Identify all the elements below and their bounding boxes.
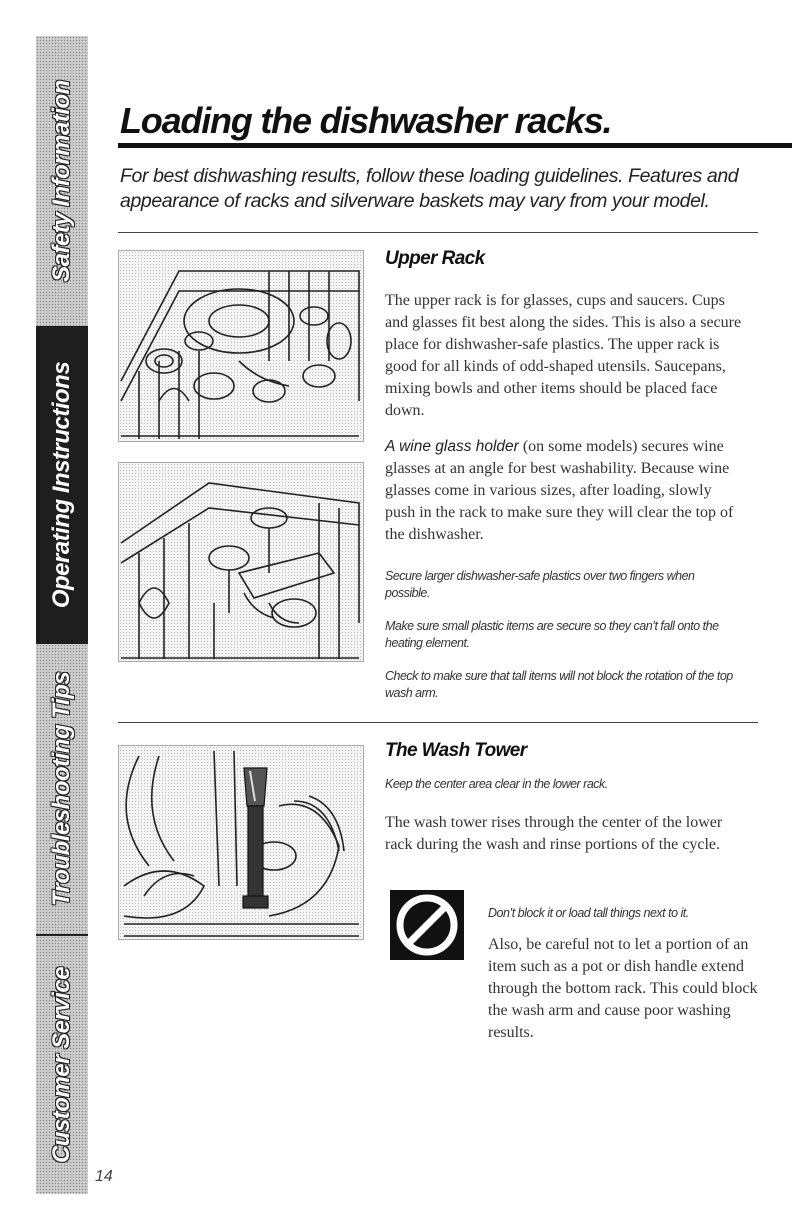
loading-note: Make sure small plastic items are secure so they can’t fall onto the heating element. — [385, 619, 719, 650]
wine-glass-holder-illustration — [118, 462, 364, 662]
loading-note: Check to make sure that tall items will not block the rotation of the top wash arm. — [385, 669, 733, 700]
tab-safety-information[interactable] — [36, 36, 88, 326]
tab-customer-service[interactable] — [36, 936, 88, 1194]
tab-label: Customer Service — [48, 966, 75, 1164]
upper-rack-drawing — [119, 251, 363, 441]
intro-text: For best dishwashing results, follow these loading guidelines. Features and appearance of racks and silverware baskets may vary from your model. — [120, 165, 739, 212]
wash-tower-illustration — [118, 745, 364, 940]
section-tab-bar — [36, 36, 88, 1194]
loading-note: Secure larger dishwasher-safe plastics over two fingers when possible. — [385, 569, 695, 600]
caution-paragraph: Also, be careful not to let a portion of an item such as a pot or dish handle extend through the bottom rack. This could block the wash arm and cause poor washing results. — [488, 936, 758, 1041]
page-title: Loading the dishwasher racks. — [120, 100, 612, 141]
tab-operating-instructions[interactable] — [36, 326, 88, 644]
tab-label: Troubleshooting Tips — [48, 671, 76, 907]
wine-glass-paragraph — [385, 436, 745, 546]
tab-troubleshooting-tips[interactable] — [36, 644, 88, 934]
wash-tower-paragraph: The wash tower rises through the center of the lower rack during the wash and rinse portions of the cycle. — [385, 814, 723, 853]
upper-rack-illustration — [118, 250, 364, 442]
wine-glass-description: (on some models) secures wine glasses at an angle for best washability. Because wine glasses come in various sizes, after loading, slowly push in the rack to make sure they will clear the top of the dishwasher. — [385, 438, 734, 543]
wash-tower-note: Keep the center area clear in the lower rack. — [385, 777, 608, 791]
wash-tower-drawing — [119, 746, 363, 939]
upper-rack-paragraph: The upper rack is for glasses, cups and saucers. Cups and glasses fit best along the sides. This is also a secure place for dishwasher-safe plastics. The upper rack is good for all kinds of odd-shaped utensils. Saucepans, mixing bowls and other items should be placed face down. — [385, 292, 742, 419]
wine-glass-holder-term: A wine glass holder — [385, 438, 519, 455]
tab-label: Safety Information — [48, 80, 76, 282]
section-divider — [118, 232, 758, 233]
title-rule — [118, 143, 792, 148]
upper-rack-heading: Upper Rack — [385, 248, 485, 269]
caution-note: Don’t block it or load tall things next to it. — [488, 906, 689, 920]
tab-label: Operating Instructions — [48, 361, 76, 609]
wash-tower-heading: The Wash Tower — [385, 740, 527, 761]
prohibited-icon — [390, 890, 464, 960]
section-divider — [118, 722, 758, 723]
page-number: 14 — [95, 1168, 113, 1185]
wine-glass-holder-drawing — [119, 463, 363, 661]
